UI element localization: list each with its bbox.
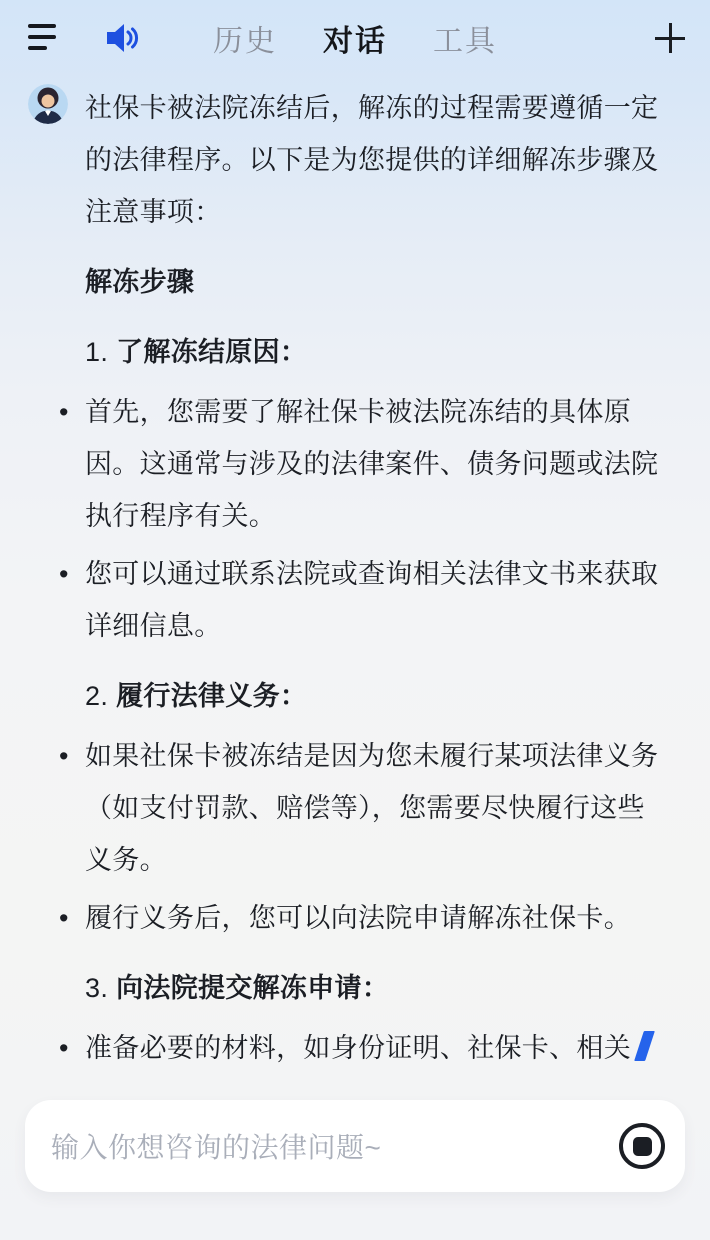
step-3-heading: 3. 向法院提交解冻申请： (85, 973, 390, 1003)
message-intro: 社保卡被法院冻结后，解冻的过程需要遵循一定的法律程序。以下是为您提供的详细解冻步骤及注意事项： (85, 93, 659, 227)
tab-dialogue[interactable]: 对话 (323, 25, 387, 58)
step-1-heading: 1. 了解冻结原因： (85, 337, 308, 367)
bullet-item: • 首先，您需要了解社保卡被法院冻结的具体原因。这通常与涉及的法律案件、债务问题或法院执行程序有关。 (85, 386, 662, 542)
new-chat-button[interactable] (652, 20, 688, 56)
step-1-bullets (85, 386, 662, 652)
stop-button[interactable] (619, 1123, 665, 1169)
avatar-image (28, 84, 68, 124)
speaker-icon (102, 18, 142, 58)
menu-button[interactable] (28, 22, 58, 52)
stop-icon (633, 1137, 652, 1156)
section-title: 解冻步骤 (85, 267, 195, 297)
message-content (85, 82, 662, 1080)
hamburger-icon (28, 24, 56, 28)
step-2-heading: 2. 履行法律义务： (85, 681, 308, 711)
typing-cursor-icon (634, 1031, 655, 1061)
bullet-item: • 履行义务后，您可以向法院申请解冻社保卡。 (85, 892, 662, 944)
step-3-bullets (85, 1022, 662, 1074)
tab-history[interactable]: 历史 (213, 25, 277, 58)
top-bar (0, 0, 710, 76)
tab-bar (213, 0, 497, 76)
bullet-item: • 准备必要的材料，如身份证明、社保卡、相关 (85, 1022, 662, 1074)
assistant-avatar (28, 84, 68, 124)
input-placeholder: 输入你想咨询的法律问题~ (51, 1132, 382, 1163)
step-2-bullets (85, 730, 662, 944)
bullet-item: • 如果社保卡被冻结是因为您未履行某项法律义务（如支付罚款、赔偿等），您需要尽快履行这些义务。 (85, 730, 662, 886)
speaker-button[interactable] (102, 18, 142, 58)
bullet-item: • 您可以通过联系法院或查询相关法律文书来获取详细信息。 (85, 548, 662, 652)
assistant-message (28, 82, 662, 1080)
message-input[interactable] (25, 1100, 685, 1192)
tab-tools[interactable]: 工具 (433, 25, 497, 58)
chat-area (0, 76, 710, 1095)
input-bar (0, 1100, 710, 1240)
